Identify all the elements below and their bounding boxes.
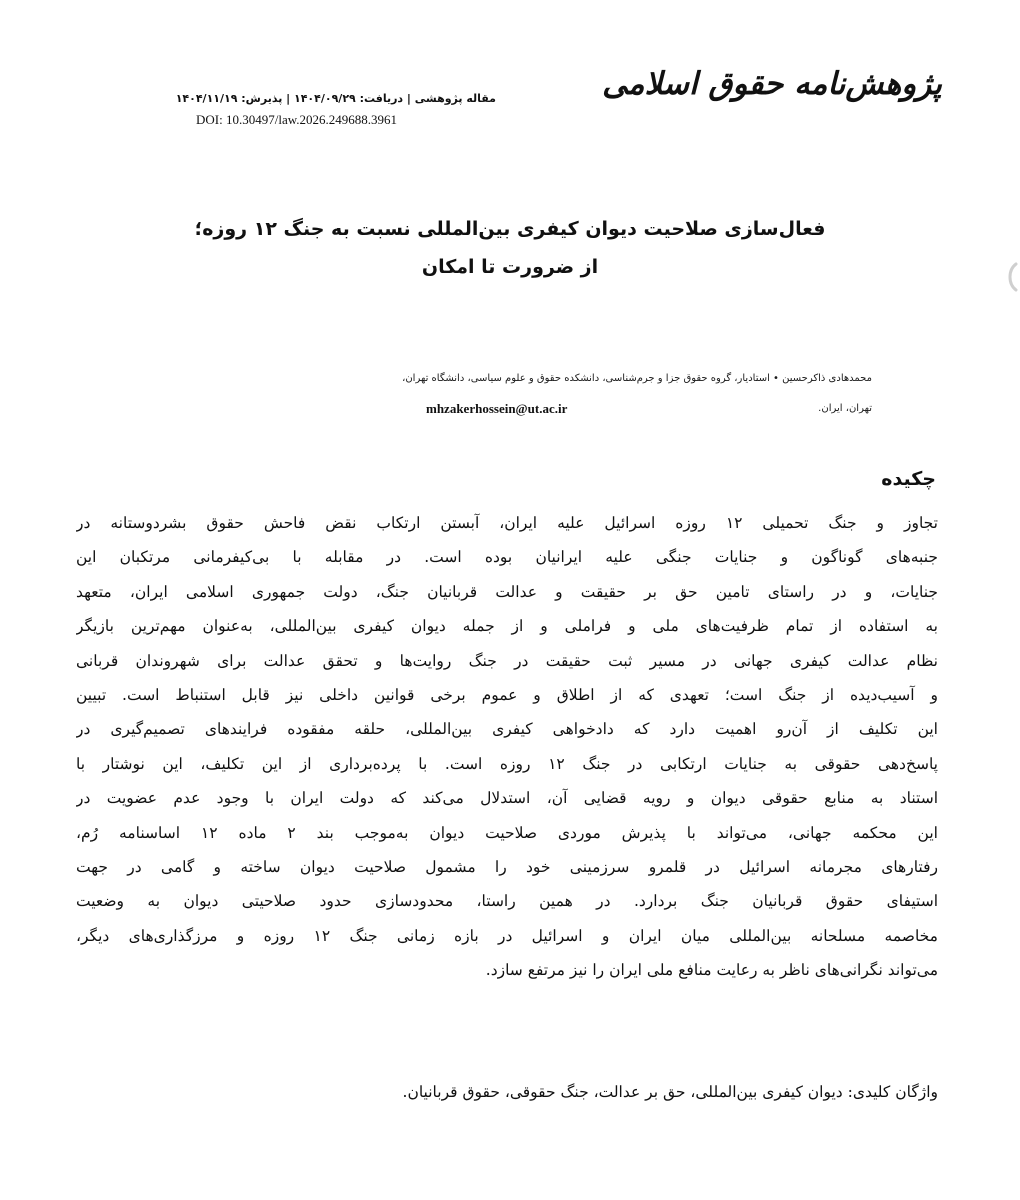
page-edge-marker-icon: [1004, 262, 1018, 292]
title-line-1: فعال‌سازی صلاحیت دیوان کیفری بین‌المللی نسبت به جنگ ۱۲ روزه؛: [194, 218, 826, 240]
title-line-2: از ضرورت تا امکان: [421, 256, 599, 278]
article-meta: مقاله پژوهشی | دریافت: ۱۴۰۴/۰۹/۲۹ | پذیرش: ۱۴۰۴/۱۱/۱۹: [175, 92, 496, 105]
abstract-line: استیفای حقوق قربانیان جنگ بردارد. در همین راستا، محدودسازی حدود صلاحیتی دیوان به وضعیت: [76, 892, 938, 911]
author-email[interactable]: mhzakerhossein@ut.ac.ir: [426, 401, 568, 416]
article-meta-block: [175, 92, 496, 128]
article-title: [150, 210, 870, 286]
keywords: واژگان کلیدی: دیوان کیفری بین‌المللی، حق بر عدالت، جنگ حقوقی، حقوق قربانیان.: [402, 1083, 938, 1101]
abstract-body: [76, 506, 938, 987]
abstract-line: جنایات، و در راستای تامین حق بر حقیقت و عدالت قربانیان جنگ، دولت جمهوری اسلامی ایران، متعهد: [76, 582, 938, 601]
journal-logo: پژوهش‌نامه حقوق اسلامی: [602, 66, 942, 102]
abstract-line: این تکلیف از آن‌رو اهمیت دارد که دادخواهی کیفری بین‌المللی، حلقه مفقوده فرایندهای تصمیم‌گیری در: [76, 720, 938, 739]
abstract-line: جنبه‌های گوناگون و جنایات جنگی علیه ایرانیان بوده است. در مقابله با بی‌کیفرمانی مرتکبان این: [76, 548, 938, 567]
abstract-line: می‌تواند نگرانی‌های ناظر به رعایت منافع ملی ایران را نیز مرتفع سازد.: [485, 961, 938, 980]
abstract-heading: چکیده: [881, 468, 936, 490]
abstract-line: استناد به منابع حقوقی دیوان و رویه قضایی آن، استدلال می‌کند که دولت ایران با وجود عدم عضویت در: [76, 789, 938, 808]
abstract-line: و آسیب‌دیده از جنگ است؛ تعهدی که از اطلاق و عموم برخی قوانین داخلی نیز قابل استنباط است. تبیین: [76, 685, 938, 704]
abstract-line: تجاوز و جنگ تحمیلی ۱۲ روزه اسرائیل علیه ایران، آبستن ارتکاب نقض فاحش حقوق بشردوستانه در: [76, 514, 938, 532]
abstract-line: پاسخ‌دهی حقوقی به جنایات ارتکابی در جنگ ۱۲ روزه است. با پرده‌برداری از این تکلیف، این نوشتار با: [76, 754, 938, 773]
abstract-line: این محکمه جهانی، می‌تواند با پذیرش موردی صلاحیت دیوان به‌موجب بند ۲ ماده ۱۲ اساسنامه رُم،: [76, 823, 938, 842]
author-affiliation: محمدهادی ذاکرحسین • استادیار، گروه حقوق جزا و جرم‌شناسی، دانشکده حقوق و علوم سیاسی، دانشگاه تهران،: [402, 373, 872, 384]
abstract-line: به استفاده از تمام ظرفیت‌های ملی و فراملی و از جمله دیوان کیفری بین‌المللی، به‌عنوان مهم‌ترین بازیگر: [76, 617, 938, 636]
abstract-line: رفتارهای مجرمانه اسرائیل در قلمرو سرزمینی خود را مشمول صلاحیت دیوان ساخته و گامی در جهت: [76, 857, 938, 876]
author-info: [252, 373, 872, 417]
author-city: تهران، ایران.: [818, 403, 872, 414]
doi-link[interactable]: DOI: 10.30497/law.2026.249688.3961: [196, 112, 398, 127]
abstract-line: مخاصمه مسلحانه بین‌المللی میان ایران و اسرائیل در بازه زمانی جنگ ۱۲ روزه و مرزگذاری‌های دیگر،: [76, 926, 938, 945]
abstract-line: نظام عدالت کیفری جهانی در مسیر ثبت حقیقت در جنگ روایت‌ها و تحقق عدالت برای شهروندان قربانی: [76, 651, 938, 670]
